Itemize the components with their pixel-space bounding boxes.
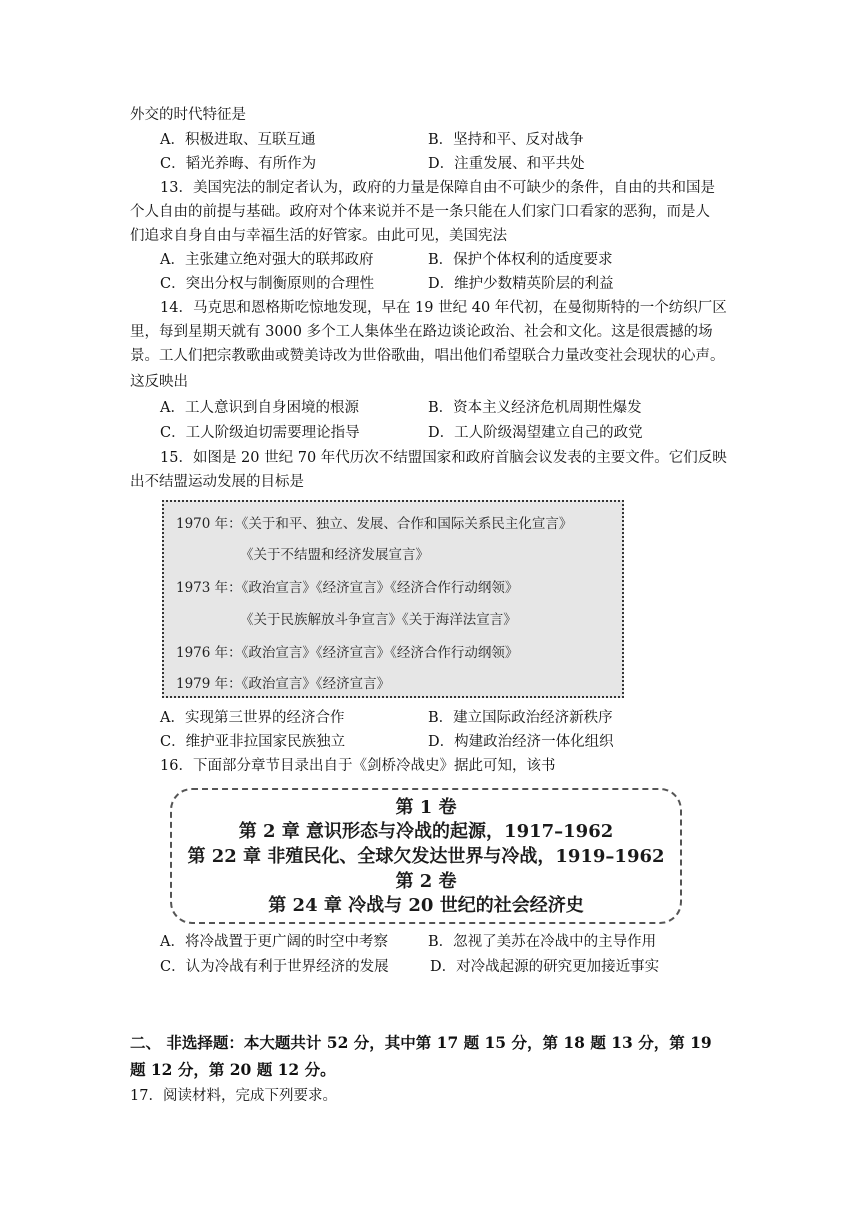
q15-doc-line: 1973 年：《政治宣言》《经济宣言》《经济合作行动纲领》 <box>176 580 519 596</box>
q12-option-a: A．积极进取、互联互通 <box>160 132 316 148</box>
q13-option-b: B．保护个体权利的适度要求 <box>428 252 613 268</box>
q15-option-c: C．维护亚非拉国家民族独立 <box>160 734 346 750</box>
q15-option-a: A．实现第三世界的经济合作 <box>160 710 345 726</box>
q16-toc-line: 第 24 章 冷战与 20 世纪的社会经济史 <box>268 895 584 916</box>
q16-toc-line: 第 2 卷 <box>395 871 457 892</box>
q12-option-c: C．韬光养晦、有所作为 <box>160 156 317 172</box>
q16-toc-line: 第 2 章 意识形态与冷战的起源，1917–1962 <box>238 821 614 842</box>
q13-stem-line2: 个人自由的前提与基础。政府对个体来说并不是一条只能在人们家门口看家的恶狗，而是人 <box>130 204 710 220</box>
q15-doc-line: 《关于不结盟和经济发展宣言》 <box>240 547 429 563</box>
q15-option-b: B．建立国际政治经济新秩序 <box>428 710 613 726</box>
q15-option-d: D．构建政治经济一体化组织 <box>428 734 614 750</box>
q15-document-list-box <box>162 500 624 698</box>
q16-option-a: A．将冷战置于更广阔的时空中考察 <box>160 934 388 950</box>
q13-option-d: D．维护少数精英阶层的利益 <box>428 276 614 292</box>
q16-toc-line: 第 1 卷 <box>395 797 457 818</box>
section-2-heading-line1: 二、 非选择题：本大题共计 52 分，其中第 17 题 15 分，第 18 题 13 分，第 19 <box>130 1033 712 1052</box>
q15-doc-line: 1976 年：《政治宣言》《经济宣言》《经济合作行动纲领》 <box>176 645 519 661</box>
q14-option-a: A．工人意识到自身困境的根源 <box>160 400 359 416</box>
q12-option-d: D．注重发展、和平共处 <box>428 156 585 172</box>
q16-toc-line: 第 22 章 非殖民化、全球欠发达世界与冷战，1919–1962 <box>187 846 665 867</box>
q14-stem-line3: 景。工人们把宗教歌曲或赞美诗改为世俗歌曲，唱出他们希望联合力量改变社会现状的心声。 <box>130 348 725 364</box>
q16-stem-line1: 16．下面部分章节目录出自于《剑桥冷战史》据此可知，该书 <box>160 758 556 774</box>
q14-option-b: B．资本主义经济危机周期性爆发 <box>428 400 642 416</box>
section-2-heading-line2: 题 12 分，第 20 题 12 分。 <box>130 1060 336 1079</box>
q15-doc-line: 1979 年：《政治宣言》《经济宣言》 <box>176 676 391 692</box>
q13-stem-line3: 们追求自身自由与幸福生活的好管家。由此可见，美国宪法 <box>130 228 507 244</box>
q16-option-d: D．对冷战起源的研究更加接近事实 <box>430 959 660 975</box>
q14-stem-line4: 这反映出 <box>130 374 188 390</box>
q15-stem-line1: 15．如图是 20 世纪 70 年代历次不结盟国家和政府首脑会议发表的主要文件。它们反映 <box>160 450 727 466</box>
q13-option-c: C．突出分权与制衡原则的合理性 <box>160 276 375 292</box>
q16-table-of-contents-box <box>170 788 682 924</box>
q13-option-a: A．主张建立绝对强大的联邦政府 <box>160 252 374 268</box>
q15-stem-line2: 出不结盟运动发展的目标是 <box>130 474 304 490</box>
q14-stem-line2: 里，每到星期天就有 3000 多个工人集体坐在路边谈论政治、社会和文化。这是很震撼的场 <box>130 324 713 340</box>
q16-option-c: C．认为冷战有利于世界经济的发展 <box>160 959 389 975</box>
q13-stem-line1: 13．美国宪法的制定者认为，政府的力量是保障自由不可缺少的条件，自由的共和国是 <box>160 180 715 196</box>
q12-stem-tail: 外交的时代特征是 <box>130 107 246 123</box>
q12-option-b: B．坚持和平、反对战争 <box>428 132 584 148</box>
q14-option-d: D．工人阶级渴望建立自己的政党 <box>428 425 643 441</box>
q15-doc-line: 1970 年：《关于和平、独立、发展、合作和国际关系民主化宣言》 <box>176 516 573 532</box>
q17-stem: 17．阅读材料，完成下列要求。 <box>130 1088 337 1104</box>
q15-doc-line: 《关于民族解放斗争宣言》《关于海洋法宣言》 <box>240 612 517 628</box>
q14-stem-line1: 14．马克思和恩格斯吃惊地发现，早在 19 世纪 40 年代初，在曼彻斯特的一个纺织厂区 <box>160 300 727 316</box>
q14-option-c: C．工人阶级迫切需要理论指导 <box>160 425 360 441</box>
q16-option-b: B．忽视了美苏在冷战中的主导作用 <box>428 934 657 950</box>
